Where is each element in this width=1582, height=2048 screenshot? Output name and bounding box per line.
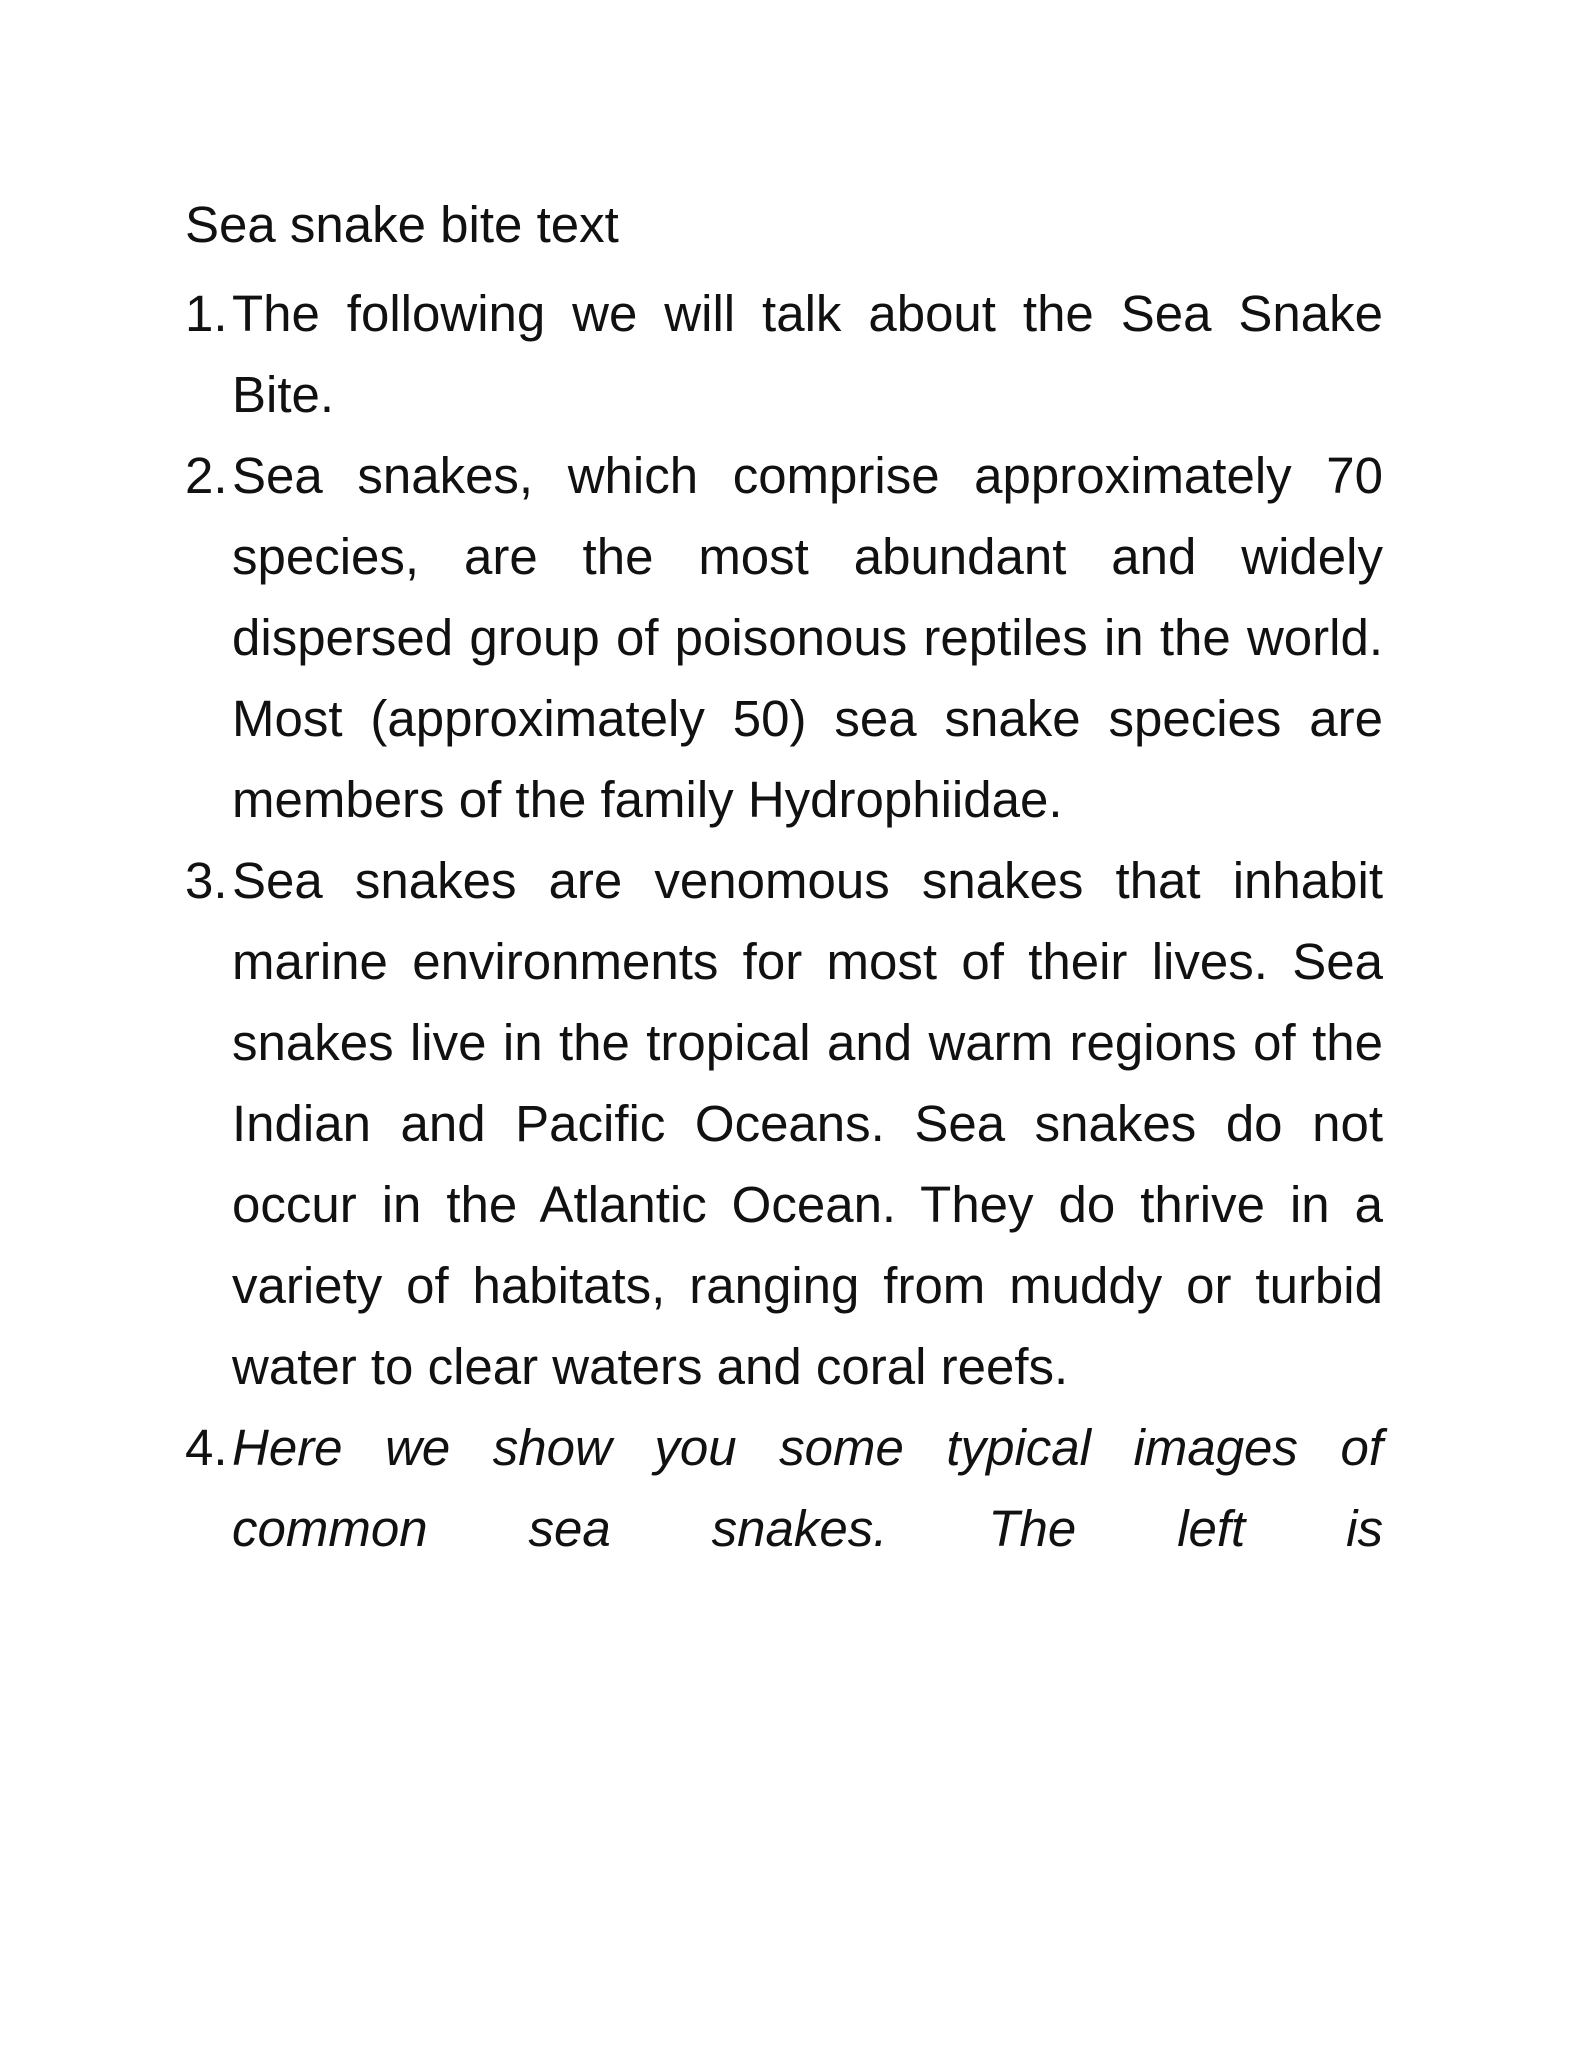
numbered-list: [185, 273, 1383, 1569]
document-content: [185, 195, 1383, 1569]
list-item-number: 2.: [185, 447, 228, 504]
list-item-text: Sea snakes, which comprise approximately 70 species, are the most abundant and widely dispersed group of poisonous reptiles in the world. Most (approximately 50) sea snake species are members of the family Hydrophiidae.: [232, 447, 1383, 828]
list-item-number: 4.: [185, 1419, 228, 1476]
list-item-text: Here we show you some typical images of common sea snakes. The left is: [232, 1419, 1383, 1557]
list-item: [185, 435, 1383, 840]
document-title: Sea snake bite text: [185, 196, 619, 253]
list-item: [185, 1407, 1383, 1569]
list-item-number: 3.: [185, 852, 228, 909]
list-item-text: The following we will talk about the Sea Snake Bite.: [232, 285, 1383, 423]
list-item: [185, 840, 1383, 1407]
list-item-text: Sea snakes are venomous snakes that inhabit marine environments for most of their lives. Sea snakes live in the tropical and warm regions of the Indian and Pacific Oceans. Sea snakes do not occur in the Atlantic Ocean. They do thrive in a variety of habitats, ranging from muddy or turbid water to clear waters and coral reefs.: [232, 852, 1383, 1395]
list-item: [185, 273, 1383, 435]
list-item-number: 1.: [185, 285, 228, 342]
